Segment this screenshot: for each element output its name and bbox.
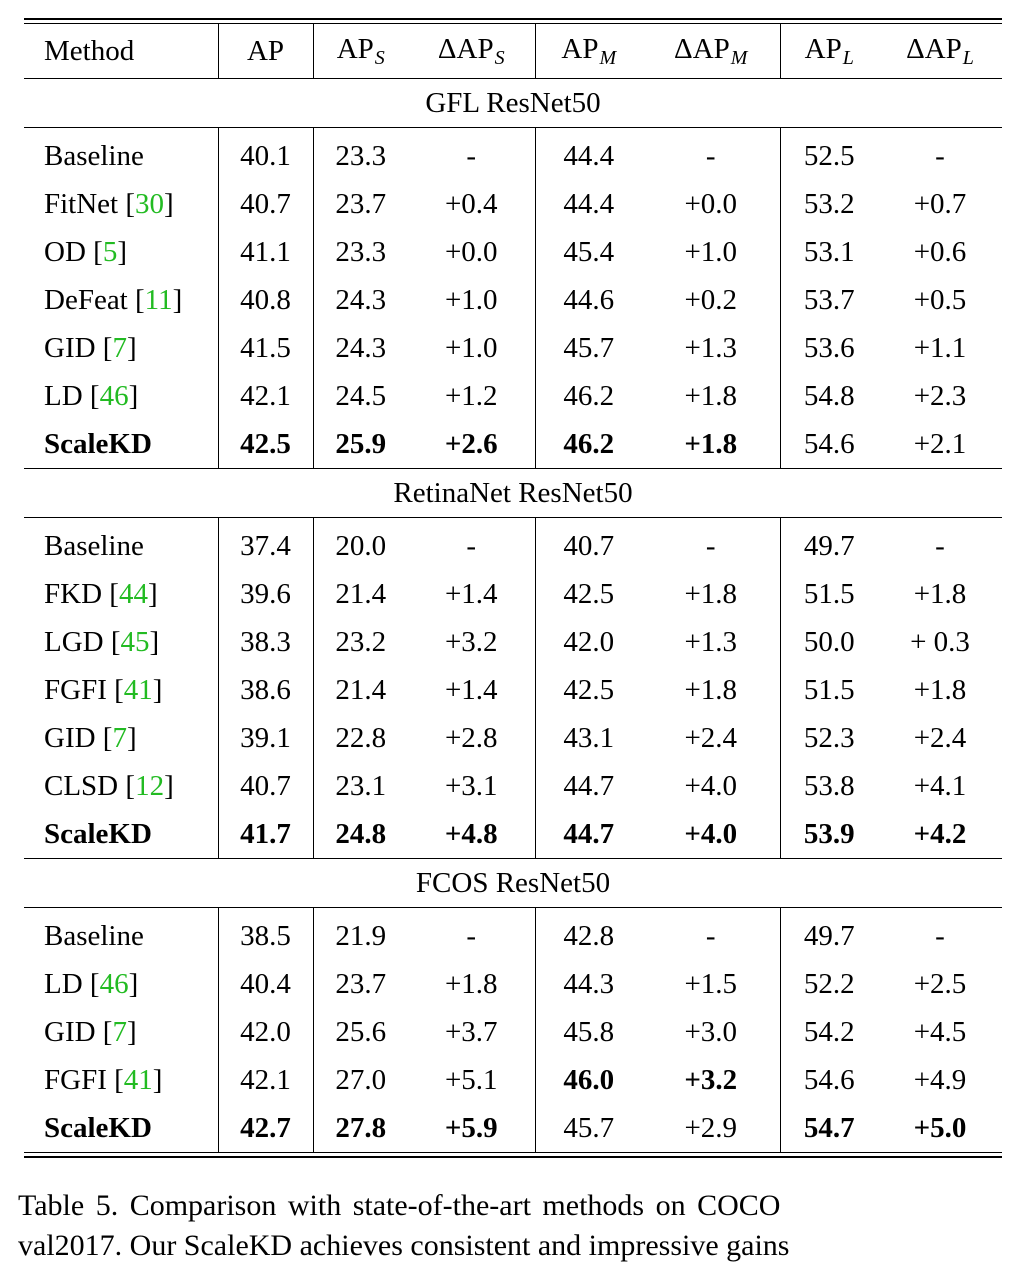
value-cell: 44.4 (535, 180, 642, 228)
table-caption-continued: val2017. Our ScaleKD achieves consistent and impressive gains (18, 1229, 790, 1262)
method-cell (24, 372, 218, 420)
value-cell: 42.1 (218, 1056, 313, 1104)
value-cell: 52.3 (780, 714, 878, 762)
table-row (24, 666, 1002, 714)
method-cell (24, 570, 218, 618)
value-cell: +5.1 (444, 1064, 498, 1096)
citation-bracket-close: ] (147, 578, 158, 610)
value-cell: +2.4 (684, 722, 738, 754)
citation-bracket-open: [ (103, 626, 121, 658)
value-cell: 42.5 (535, 666, 642, 714)
value-cell: 21.4 (313, 570, 408, 618)
value-cell: 42.5 (218, 420, 313, 469)
citation-link[interactable]: 7 (112, 332, 127, 364)
citation-link[interactable]: 41 (123, 1064, 153, 1096)
value-cell: 37.4 (218, 518, 313, 571)
value-cell: 53.7 (780, 276, 878, 324)
value-cell: +0.4 (444, 188, 498, 220)
table-row (24, 228, 1002, 276)
value-cell: +1.1 (913, 332, 967, 364)
value-cell: +1.0 (444, 284, 498, 316)
table-row (24, 1056, 1002, 1104)
value-cell: 46.2 (535, 420, 642, 469)
method-cell (24, 420, 218, 469)
value-cell: 46.0 (535, 1056, 642, 1104)
method-name: GID (44, 722, 96, 754)
value-cell: 54.8 (780, 372, 878, 420)
value-cell: +0.6 (913, 236, 967, 268)
value-cell: - (705, 530, 716, 562)
method-name: CLSD (44, 770, 119, 802)
citation-bracket-open: [ (95, 332, 113, 364)
header-delta-ap-s: $\Delta AP_S$ (408, 24, 535, 79)
value-cell: +3.0 (684, 1016, 738, 1048)
citation-bracket-open: [ (127, 284, 145, 316)
method-cell (24, 618, 218, 666)
method-name: Baseline (44, 140, 144, 172)
citation-link[interactable]: 11 (144, 284, 173, 316)
table-row (24, 570, 1002, 618)
citation-bracket-open: [ (106, 1064, 124, 1096)
value-cell: 51.5 (780, 666, 878, 714)
table-row (24, 714, 1002, 762)
method-cell (24, 908, 218, 961)
method-cell (24, 324, 218, 372)
table-row (24, 908, 1002, 961)
value-cell: +1.3 (684, 332, 738, 364)
citation-bracket-close: ] (128, 380, 139, 412)
value-cell: +1.8 (913, 674, 967, 706)
value-cell: +4.0 (684, 818, 738, 850)
value-cell: 21.4 (313, 666, 408, 714)
value-cell: +1.4 (444, 578, 498, 610)
value-cell: 20.0 (313, 518, 408, 571)
value-cell: 53.1 (780, 228, 878, 276)
section-header-row (24, 79, 1002, 128)
value-cell: 24.8 (313, 810, 408, 859)
value-cell: 53.2 (780, 180, 878, 228)
table-row (24, 518, 1002, 571)
bottom-double-rule (24, 1152, 1002, 1158)
method-name: FGFI (44, 674, 107, 706)
value-cell: - (466, 140, 477, 172)
value-cell: 44.4 (535, 128, 642, 181)
value-cell: 39.1 (218, 714, 313, 762)
value-cell: +5.9 (444, 1112, 498, 1144)
value-cell: 42.8 (535, 908, 642, 961)
citation-bracket-close: ] (172, 284, 183, 316)
value-cell: - (705, 140, 716, 172)
value-cell: 38.6 (218, 666, 313, 714)
value-cell: 40.7 (218, 762, 313, 810)
value-cell: - (935, 920, 945, 952)
method-cell (24, 810, 218, 859)
value-cell: +0.0 (684, 188, 738, 220)
value-cell: 49.7 (780, 908, 878, 961)
citation-bracket-close: ] (117, 236, 127, 268)
method-name: GID (44, 1016, 96, 1048)
method-cell (24, 960, 218, 1008)
citation-bracket-close: ] (128, 968, 139, 1000)
value-cell: +2.4 (913, 722, 967, 754)
method-name: LD (44, 968, 83, 1000)
value-cell: +1.4 (444, 674, 498, 706)
value-cell: +2.9 (684, 1112, 738, 1144)
value-cell: + 0.3 (910, 626, 970, 658)
value-cell: 41.1 (218, 228, 313, 276)
citation-bracket-close: ] (152, 674, 163, 706)
citation-bracket-close: ] (164, 188, 174, 220)
value-cell: 45.4 (535, 228, 642, 276)
header-ap-m: $AP_M$ (535, 24, 642, 79)
value-cell: 50.0 (780, 618, 878, 666)
value-cell: 42.5 (535, 570, 642, 618)
citation-link[interactable]: 45 (120, 626, 150, 658)
table-row (24, 276, 1002, 324)
value-cell: 40.1 (218, 128, 313, 181)
header-delta-ap-l: $\Delta AP_L$ (878, 24, 1002, 79)
value-cell: 45.8 (535, 1008, 642, 1056)
value-cell: 22.8 (313, 714, 408, 762)
table-row (24, 618, 1002, 666)
section-title: FCOS ResNet50 (24, 859, 1002, 908)
table-row (24, 128, 1002, 181)
value-cell: +1.8 (913, 578, 967, 610)
citation-bracket-close: ] (126, 722, 137, 754)
value-cell: +0.7 (913, 188, 967, 220)
value-cell: +4.8 (444, 818, 498, 850)
value-cell: +0.2 (684, 284, 738, 316)
comparison-table (24, 24, 1002, 1152)
method-cell (24, 1104, 218, 1152)
value-cell: 27.0 (313, 1056, 408, 1104)
table-row (24, 960, 1002, 1008)
citation-bracket-close: ] (152, 1064, 163, 1096)
value-cell: 40.7 (218, 180, 313, 228)
method-cell (24, 666, 218, 714)
value-cell: +4.1 (913, 770, 967, 802)
table-row (24, 762, 1002, 810)
value-cell: 23.2 (313, 618, 408, 666)
citation-bracket-close: ] (149, 626, 160, 658)
value-cell: 54.2 (780, 1008, 878, 1056)
value-cell: +1.8 (684, 428, 738, 460)
method-name: Baseline (44, 530, 144, 562)
citation-link[interactable]: 7 (112, 1016, 127, 1048)
value-cell: - (466, 920, 477, 952)
method-name: DeFeat (44, 284, 128, 316)
value-cell: +3.2 (444, 626, 498, 658)
value-cell: +1.8 (444, 968, 498, 1000)
value-cell: 41.7 (218, 810, 313, 859)
value-cell: +3.7 (444, 1016, 498, 1048)
value-cell: +0.0 (444, 236, 498, 268)
method-name: OD (44, 236, 86, 268)
value-cell: 44.3 (535, 960, 642, 1008)
table-row (24, 810, 1002, 859)
citation-bracket-open: [ (85, 236, 103, 268)
value-cell: 44.7 (535, 810, 642, 859)
value-cell: +2.3 (913, 380, 967, 412)
value-cell: 25.6 (313, 1008, 408, 1056)
value-cell: 43.1 (535, 714, 642, 762)
value-cell: 52.2 (780, 960, 878, 1008)
value-cell: 51.5 (780, 570, 878, 618)
table-caption: Table 5. Comparison with state-of-the-art methods on COCO (18, 1189, 781, 1222)
value-cell: 44.7 (535, 762, 642, 810)
value-cell: 42.0 (535, 618, 642, 666)
citation-link[interactable]: 30 (135, 188, 165, 220)
value-cell: +1.0 (684, 236, 738, 268)
value-cell: +0.5 (913, 284, 967, 316)
table-row (24, 372, 1002, 420)
value-cell: 45.7 (535, 1104, 642, 1152)
section-header-row (24, 469, 1002, 518)
citation-link[interactable]: 46 (99, 380, 129, 412)
value-cell: 40.8 (218, 276, 313, 324)
method-name: ScaleKD (44, 1112, 152, 1144)
header-ap-s: $AP_S$ (313, 24, 408, 79)
citation-bracket-open: [ (82, 380, 100, 412)
value-cell: 53.9 (780, 810, 878, 859)
citation-link[interactable]: 41 (123, 674, 153, 706)
value-cell: +4.0 (684, 770, 738, 802)
method-cell (24, 228, 218, 276)
value-cell: 23.3 (313, 128, 408, 181)
method-name: Baseline (44, 920, 144, 952)
results-table-wrapper (24, 18, 1002, 1158)
value-cell: 52.5 (780, 128, 878, 181)
table-row (24, 1008, 1002, 1056)
value-cell: 54.6 (780, 1056, 878, 1104)
method-cell (24, 128, 218, 181)
value-cell: 38.5 (218, 908, 313, 961)
method-name: FKD (44, 578, 103, 610)
value-cell: +1.8 (684, 380, 738, 412)
citation-link[interactable]: 12 (135, 770, 165, 802)
value-cell: +2.8 (444, 722, 498, 754)
citation-bracket-close: ] (164, 770, 174, 802)
value-cell: 38.3 (218, 618, 313, 666)
header-method: Method (24, 24, 218, 79)
value-cell: 53.6 (780, 324, 878, 372)
value-cell: - (466, 530, 477, 562)
method-name: FGFI (44, 1064, 107, 1096)
value-cell: +3.2 (684, 1064, 738, 1096)
section-title: RetinaNet ResNet50 (24, 469, 1002, 518)
table-header-row (24, 24, 1002, 79)
citation-link[interactable]: 46 (99, 968, 129, 1000)
table-row (24, 1104, 1002, 1152)
method-cell (24, 1056, 218, 1104)
value-cell: 23.1 (313, 762, 408, 810)
citation-link[interactable]: 5 (102, 236, 118, 268)
value-cell: 42.7 (218, 1104, 313, 1152)
citation-link[interactable]: 7 (112, 722, 127, 754)
value-cell: 54.7 (780, 1104, 878, 1152)
value-cell: +1.2 (444, 380, 498, 412)
value-cell: 41.5 (218, 324, 313, 372)
method-cell (24, 276, 218, 324)
value-cell: 21.9 (313, 908, 408, 961)
method-name: FitNet (44, 188, 119, 220)
citation-bracket-open: [ (106, 674, 124, 706)
citation-bracket-open: [ (95, 1016, 113, 1048)
citation-bracket-open: [ (95, 722, 113, 754)
value-cell: +2.5 (913, 968, 967, 1000)
value-cell: 25.9 (313, 420, 408, 469)
value-cell: 42.1 (218, 372, 313, 420)
value-cell: 45.7 (535, 324, 642, 372)
value-cell: 53.8 (780, 762, 878, 810)
citation-bracket-close: ] (126, 332, 137, 364)
table-row (24, 420, 1002, 469)
value-cell: 42.0 (218, 1008, 313, 1056)
value-cell: +2.6 (444, 428, 498, 460)
header-delta-ap-m: $\Delta AP_M$ (642, 24, 780, 79)
method-cell (24, 762, 218, 810)
method-cell (24, 180, 218, 228)
value-cell: 23.7 (313, 960, 408, 1008)
method-cell (24, 518, 218, 571)
method-name: ScaleKD (44, 818, 152, 850)
header-ap: AP (218, 24, 313, 79)
value-cell: +1.8 (684, 578, 738, 610)
value-cell: 46.2 (535, 372, 642, 420)
method-name: LD (44, 380, 83, 412)
method-cell (24, 714, 218, 762)
value-cell: +1.3 (684, 626, 738, 658)
value-cell: 54.6 (780, 420, 878, 469)
section-title: GFL ResNet50 (24, 79, 1002, 128)
value-cell: +4.2 (913, 818, 967, 850)
citation-link[interactable]: 44 (118, 578, 148, 610)
value-cell: +5.0 (913, 1112, 967, 1144)
citation-bracket-open: [ (118, 770, 136, 802)
value-cell: 40.4 (218, 960, 313, 1008)
value-cell: 39.6 (218, 570, 313, 618)
value-cell: 49.7 (780, 518, 878, 571)
value-cell: 44.6 (535, 276, 642, 324)
value-cell: 24.3 (313, 276, 408, 324)
value-cell: 23.7 (313, 180, 408, 228)
value-cell: +1.8 (684, 674, 738, 706)
citation-bracket-open: [ (118, 188, 136, 220)
table-row (24, 324, 1002, 372)
value-cell: 24.3 (313, 324, 408, 372)
citation-bracket-open: [ (102, 578, 119, 610)
value-cell: - (705, 920, 716, 952)
value-cell: +4.9 (913, 1064, 967, 1096)
value-cell: 27.8 (313, 1104, 408, 1152)
header-ap-l: $AP_L$ (780, 24, 878, 79)
method-name: ScaleKD (44, 428, 152, 460)
table-row (24, 180, 1002, 228)
citation-bracket-open: [ (82, 968, 100, 1000)
value-cell: - (935, 530, 945, 562)
value-cell: 24.5 (313, 372, 408, 420)
value-cell: 23.3 (313, 228, 408, 276)
value-cell: +1.0 (444, 332, 498, 364)
method-name: GID (44, 332, 96, 364)
method-cell (24, 1008, 218, 1056)
section-header-row (24, 859, 1002, 908)
value-cell: +3.1 (444, 770, 498, 802)
method-name: LGD (44, 626, 104, 658)
citation-bracket-close: ] (126, 1016, 137, 1048)
value-cell: +2.1 (913, 428, 967, 460)
value-cell: +1.5 (684, 968, 738, 1000)
value-cell: 40.7 (535, 518, 642, 571)
value-cell: +4.5 (913, 1016, 967, 1048)
value-cell: - (935, 140, 945, 172)
table-body (24, 79, 1002, 1153)
